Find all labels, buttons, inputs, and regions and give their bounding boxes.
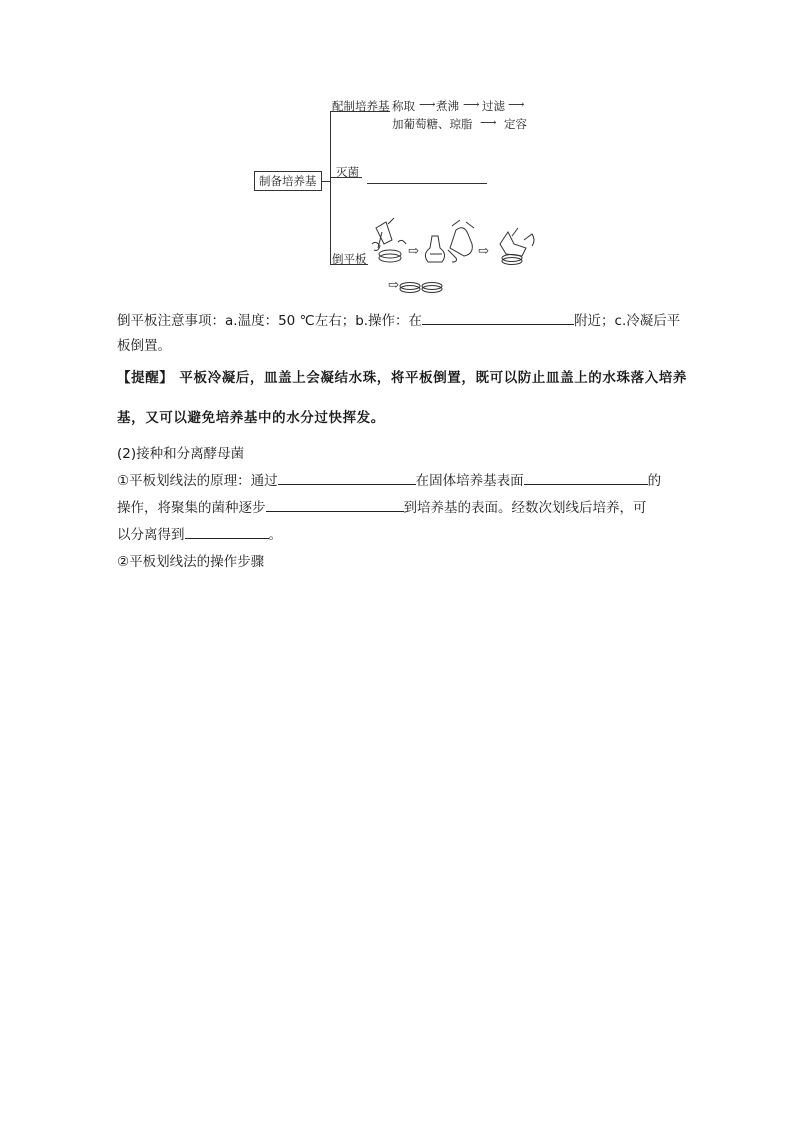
pour-notes-line2: 板倒置。 xyxy=(117,338,171,354)
answer-blank xyxy=(422,309,574,325)
tip-line2: 基，又可以避免培养基中的水分过快挥发。 xyxy=(117,410,385,426)
answer-blank xyxy=(266,496,404,512)
trunk-connector xyxy=(322,181,330,182)
section-heading: (2)接种和分离酵母菌 xyxy=(117,446,245,462)
principle-text-a: ①平板划线法的原理：通过 xyxy=(117,473,278,489)
steps-heading: ②平板划线法的操作步骤 xyxy=(117,554,265,570)
arrow-right-icon: ⟶ xyxy=(508,97,525,111)
arrow-hollow-icon: ⇨ xyxy=(478,244,489,259)
branch-pour-label: 倒平板 xyxy=(332,252,367,266)
pour-notes-text-b: 附近；c.冷凝后平 xyxy=(574,313,681,329)
step-boil: 煮沸 xyxy=(436,99,459,113)
principle-line3 xyxy=(117,523,282,543)
principle-line1 xyxy=(117,469,661,489)
principle-text-b: 在固体培养基表面 xyxy=(415,473,524,489)
root-box-label: 制备培养基 xyxy=(254,171,322,191)
arrow-hollow-icon: ⇨ xyxy=(408,244,419,259)
trunk-vertical xyxy=(330,111,331,264)
pour-notes-text-a: 倒平板注意事项：a.温度：50 ℃左右；b.操作：在 xyxy=(117,313,423,329)
principle-line2 xyxy=(117,496,647,516)
sterilize-answer-blank xyxy=(367,183,487,184)
step-filter: 过滤 xyxy=(482,99,505,113)
arrow-right-icon: ⟶ xyxy=(419,97,436,111)
branch-prepare-label: 配制培养基 xyxy=(332,99,390,113)
step-fix-volume: 定容 xyxy=(504,117,527,131)
tip-line1 xyxy=(117,366,687,386)
principle-text-c: 的 xyxy=(647,473,662,489)
answer-blank xyxy=(524,469,648,485)
arrow-right-icon: ⟶ xyxy=(463,97,480,111)
principle-text-g: 。 xyxy=(268,527,282,543)
tip-text-1: 平板冷凝后，皿盖上会凝结水珠，将平板倒置，既可以防止皿盖上的水珠落入培养 xyxy=(179,370,688,386)
arrow-right-icon: ⟶ xyxy=(480,115,497,129)
tip-label: 【提醒】 xyxy=(117,370,174,386)
arrow-hollow-icon: ⇨ xyxy=(388,278,399,293)
principle-text-f: 以分离得到 xyxy=(117,527,185,543)
branch-sterilize-label: 灭菌 xyxy=(336,165,359,179)
principle-text-e: 到培养基的表面。经数次划线后培养，可 xyxy=(403,500,647,516)
step-weigh: 称取 xyxy=(392,99,415,113)
pour-notes-line1 xyxy=(117,309,680,329)
answer-blank xyxy=(185,523,269,539)
answer-blank xyxy=(278,469,416,485)
step-add-glucose-agar: 加葡萄糖、琼脂 xyxy=(392,117,473,131)
principle-text-d: 操作，将聚集的菌种逐步 xyxy=(117,500,266,516)
